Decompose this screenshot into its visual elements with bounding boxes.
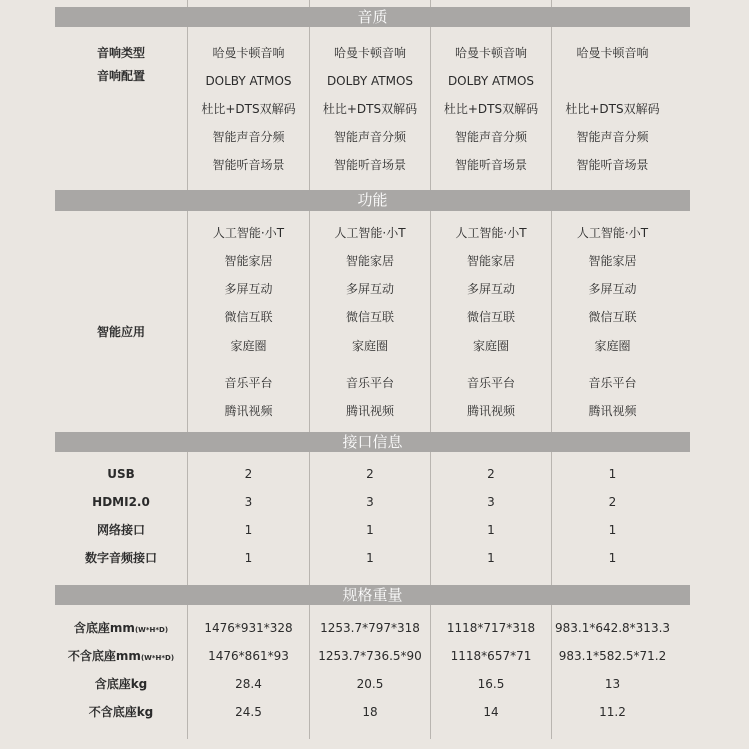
table-cell: 音乐平台: [224, 376, 273, 390]
table-cell: 人工智能·小T: [576, 226, 649, 240]
table-cell: 1: [608, 523, 617, 537]
spec-row: [0, 401, 749, 421]
table-cell: 1: [244, 523, 253, 537]
spec-row: [0, 336, 749, 356]
table-cell: 智能声音分频: [454, 130, 527, 144]
table-cell: 智能声音分频: [212, 130, 285, 144]
table-cell: 智能听音场景: [576, 158, 649, 172]
table-cell: 智能听音场景: [212, 158, 285, 172]
table-cell: 3: [366, 495, 374, 509]
table-cell: DOLBY ATMOS: [447, 74, 535, 88]
table-cell: 2: [244, 467, 253, 481]
spec-row: [0, 702, 749, 722]
row-label: 智能应用: [96, 325, 145, 339]
table-cell: 音乐平台: [466, 376, 515, 390]
row-label: 网络接口: [96, 523, 145, 537]
table-cell: 哈曼卡顿音响: [454, 46, 527, 60]
spec-row: [0, 674, 749, 694]
table-cell: 多屏互动: [345, 282, 394, 296]
table-cell: 智能声音分频: [576, 130, 649, 144]
table-cell: 1118*717*318: [446, 621, 536, 635]
table-cell: 18: [362, 705, 378, 719]
spec-row: [0, 279, 749, 299]
table-cell: 1: [487, 551, 495, 565]
row-label: 数字音频接口: [84, 551, 157, 565]
table-cell: 腾讯视频: [588, 404, 637, 418]
table-cell: 1253.7*736.5*90: [318, 649, 422, 663]
spec-row: [0, 646, 749, 666]
table-cell: 1476*861*93: [208, 649, 289, 663]
section-header-ports: 接口信息: [55, 432, 690, 452]
table-cell: 24.5: [235, 705, 262, 719]
spec-row: [0, 43, 749, 63]
table-cell: 1: [244, 551, 253, 565]
table-cell: 3: [487, 495, 495, 509]
table-cell: 3: [244, 495, 253, 509]
table-cell: 多屏互动: [224, 282, 273, 296]
table-cell: 1: [608, 467, 617, 481]
row-label-text: 不含底座mm: [67, 649, 141, 663]
row-label: [55, 646, 187, 666]
spec-row: [0, 618, 749, 638]
section-header-spec: 规格重量: [55, 585, 690, 605]
spec-row: [0, 223, 749, 243]
table-cell: 多屏互动: [466, 282, 515, 296]
table-cell: 家庭圈: [230, 339, 267, 353]
table-cell: 人工智能·小T: [455, 226, 527, 240]
row-label: 含底座kg: [94, 677, 148, 691]
spec-row: [0, 492, 749, 512]
table-cell: 1118*657*71: [450, 649, 532, 663]
table-cell: 腾讯视频: [224, 404, 273, 418]
table-cell: 14: [483, 705, 499, 719]
table-cell: 1: [608, 551, 617, 565]
spec-row: [0, 548, 749, 568]
spec-row: [0, 307, 749, 327]
table-cell: 1: [366, 523, 374, 537]
table-cell: 音乐平台: [345, 376, 394, 390]
table-cell: 13: [604, 677, 621, 691]
table-cell: 1476*931*328: [204, 621, 293, 635]
table-cell: 腾讯视频: [466, 404, 515, 418]
table-cell: 2: [608, 495, 617, 509]
table-cell: 20.5: [356, 677, 384, 691]
table-cell: 杜比+DTS双解码: [322, 102, 418, 116]
row-label: 不含底座kg: [88, 705, 154, 719]
table-cell: 家庭圈: [351, 339, 388, 353]
table-cell: 音乐平台: [588, 376, 637, 390]
table-cell: DOLBY ATMOS: [205, 74, 292, 88]
table-cell: 家庭圈: [594, 339, 631, 353]
table-cell: 983.1*642.8*313.3: [554, 621, 671, 635]
row-label: HDMI2.0: [92, 495, 150, 509]
table-cell: 家庭圈: [472, 339, 509, 353]
table-cell: 智能家居: [466, 254, 515, 268]
table-cell: 智能声音分频: [333, 130, 406, 144]
section-header-sound: 音质: [55, 7, 690, 27]
spec-row: [0, 251, 749, 271]
table-cell: 哈曼卡顿音响: [333, 46, 406, 60]
table-cell: 智能听音场景: [333, 158, 406, 172]
table-cell: 28.4: [235, 677, 262, 691]
spec-row: [0, 71, 749, 91]
table-cell: 智能家居: [224, 254, 273, 268]
table-cell: 腾讯视频: [345, 404, 394, 418]
table-cell: 微信互联: [224, 310, 273, 324]
table-cell: 2: [366, 467, 374, 481]
table-cell: 1: [487, 523, 495, 537]
table-cell: 哈曼卡顿音响: [576, 46, 649, 60]
table-cell: 1: [366, 551, 374, 565]
spec-row: [0, 127, 749, 147]
table-cell: 2: [487, 467, 495, 481]
row-label: USB: [107, 467, 135, 481]
table-cell: 杜比+DTS双解码: [565, 102, 660, 116]
row-label: [55, 618, 187, 638]
table-cell: 智能家居: [345, 254, 394, 268]
spec-row: [0, 520, 749, 540]
table-cell: 1253.7*797*318: [320, 621, 420, 635]
row-label: 音响类型: [96, 46, 145, 60]
table-cell: 杜比+DTS双解码: [201, 102, 296, 116]
table-cell: 微信互联: [588, 310, 637, 324]
table-cell: 16.5: [477, 677, 505, 691]
table-cell: 微信互联: [466, 310, 515, 324]
spec-row: [0, 99, 749, 119]
table-cell: 哈曼卡顿音响: [212, 46, 285, 60]
spec-row: [0, 373, 749, 393]
table-cell: [552, 71, 673, 91]
table-cell: 人工智能·小T: [334, 226, 406, 240]
table-cell: 智能听音场景: [454, 158, 527, 172]
row-label-suffix: (W*H*D): [140, 654, 175, 662]
row-label-suffix: (W*H*D): [134, 626, 169, 634]
table-cell: 杜比+DTS双解码: [443, 102, 539, 116]
table-cell: 智能家居: [588, 254, 637, 268]
spec-row: [0, 464, 749, 484]
row-label-text: 含底座mm: [73, 621, 135, 635]
table-cell: 微信互联: [345, 310, 394, 324]
row-label: 音响配置: [96, 69, 145, 83]
table-cell: 多屏互动: [588, 282, 637, 296]
section-header-function: 功能: [55, 190, 690, 211]
table-cell: 11.2: [599, 705, 626, 719]
table-cell: 983.1*582.5*71.2: [558, 649, 667, 663]
table-cell: DOLBY ATMOS: [326, 74, 414, 88]
spec-row: [0, 155, 749, 175]
table-cell: 人工智能·小T: [212, 226, 285, 240]
